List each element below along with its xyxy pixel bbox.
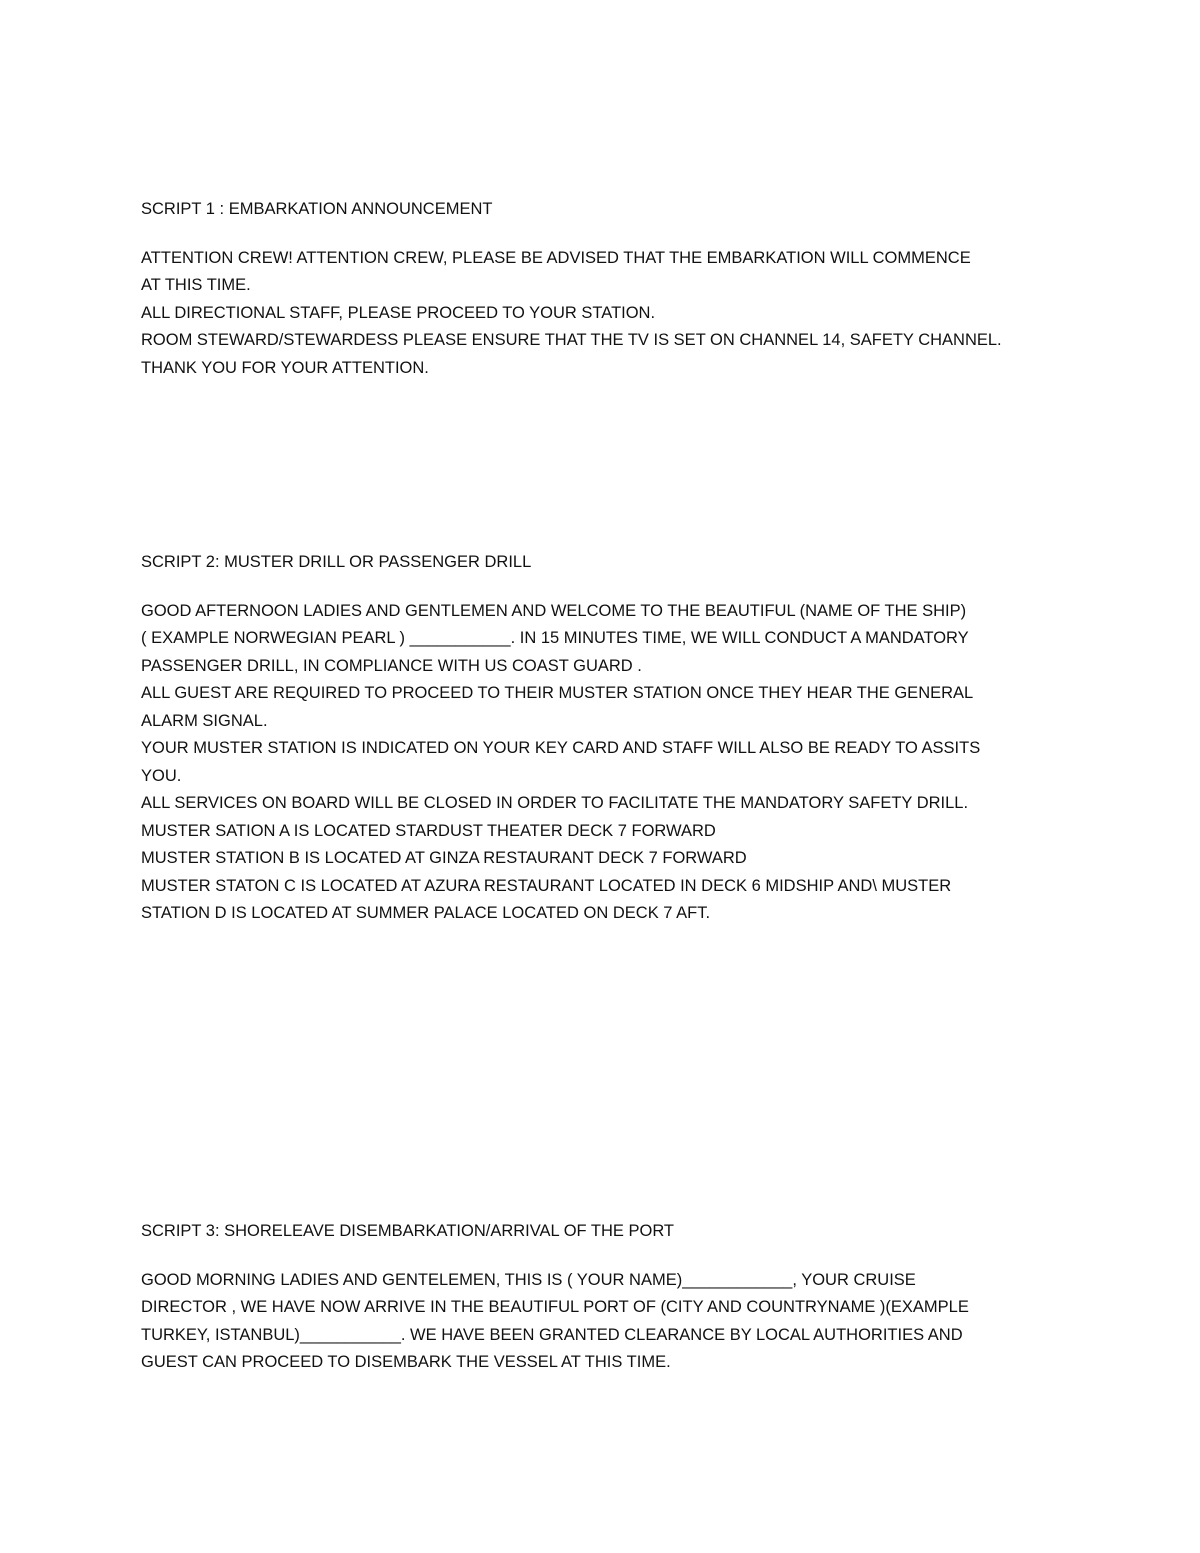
script-2-section <box>141 549 1081 928</box>
script-2-line: GOOD AFTERNOON LADIES AND GENTLEMEN AND WELCOME TO THE BEAUTIFUL (NAME OF THE SHIP) <box>141 601 967 620</box>
script-2-line: YOU. <box>141 766 182 785</box>
script-1-section <box>141 196 1081 382</box>
script-3-line: TURKEY, ISTANBUL)___________. WE HAVE BEEN GRANTED CLEARANCE BY LOCAL AUTHORITIES AND <box>141 1325 963 1344</box>
script-2-line: YOUR MUSTER STATION IS INDICATED ON YOUR KEY CARD AND STAFF WILL ALSO BE READY TO ASSITS <box>141 739 981 757</box>
script-2-line: ALARM SIGNAL. <box>141 711 268 730</box>
script-1-line: ROOM STEWARD/STEWARDESS PLEASE ENSURE THAT THE TV IS SET ON CHANNEL 14, SAFETY CHANNEL. <box>141 331 1002 349</box>
script-3-line: DIRECTOR , WE HAVE NOW ARRIVE IN THE BEAUTIFUL PORT OF (CITY AND COUNTRYNAME )(EXAMPLE <box>141 1298 969 1316</box>
script-2-line: MUSTER STATION B IS LOCATED AT GINZA RESTAURANT DECK 7 FORWARD <box>141 849 747 867</box>
script-3-line: GUEST CAN PROCEED TO DISEMBARK THE VESSEL AT THIS TIME. <box>141 1353 671 1371</box>
script-2-line: ALL GUEST ARE REQUIRED TO PROCEED TO THEIR MUSTER STATION ONCE THEY HEAR THE GENERAL <box>141 684 974 702</box>
script-2-line: ( EXAMPLE NORWEGIAN PEARL ) ___________. IN 15 MINUTES TIME, WE WILL CONDUCT A MANDATORY <box>141 629 969 647</box>
script-3-title: SCRIPT 3: SHORELEAVE DISEMBARKATION/ARRIVAL OF THE PORT <box>141 1222 675 1240</box>
script-3-section <box>141 1218 1081 1377</box>
script-3-body <box>141 1267 1081 1377</box>
script-1-line: THANK YOU FOR YOUR ATTENTION. <box>141 358 429 377</box>
script-2-line: ALL SERVICES ON BOARD WILL BE CLOSED IN ORDER TO FACILITATE THE MANDATORY SAFETY DRILL. <box>141 794 969 812</box>
script-1-line: ATTENTION CREW! ATTENTION CREW, PLEASE BE ADVISED THAT THE EMBARKATION WILL COMMENCE <box>141 248 971 267</box>
script-2-line: PASSENGER DRILL, IN COMPLIANCE WITH US COAST GUARD . <box>141 656 642 675</box>
script-3-line: GOOD MORNING LADIES AND GENTELEMEN, THIS IS ( YOUR NAME)____________, YOUR CRUISE <box>141 1270 916 1289</box>
script-2-line: STATION D IS LOCATED AT SUMMER PALACE LOCATED ON DECK 7 AFT. <box>141 904 711 922</box>
script-1-line: ALL DIRECTIONAL STAFF, PLEASE PROCEED TO YOUR STATION. <box>141 303 656 322</box>
script-2-line: MUSTER STATON C IS LOCATED AT AZURA RESTAURANT LOCATED IN DECK 6 MIDSHIP AND\ MUSTER <box>141 876 952 895</box>
script-1-title: SCRIPT 1 : EMBARKATION ANNOUNCEMENT <box>141 200 493 218</box>
script-1-body <box>141 245 1081 383</box>
script-2-line: MUSTER SATION A IS LOCATED STARDUST THEATER DECK 7 FORWARD <box>141 821 716 840</box>
script-2-body <box>141 598 1081 928</box>
script-1-line: AT THIS TIME. <box>141 276 251 294</box>
script-2-title: SCRIPT 2: MUSTER DRILL OR PASSENGER DRILL <box>141 553 532 571</box>
